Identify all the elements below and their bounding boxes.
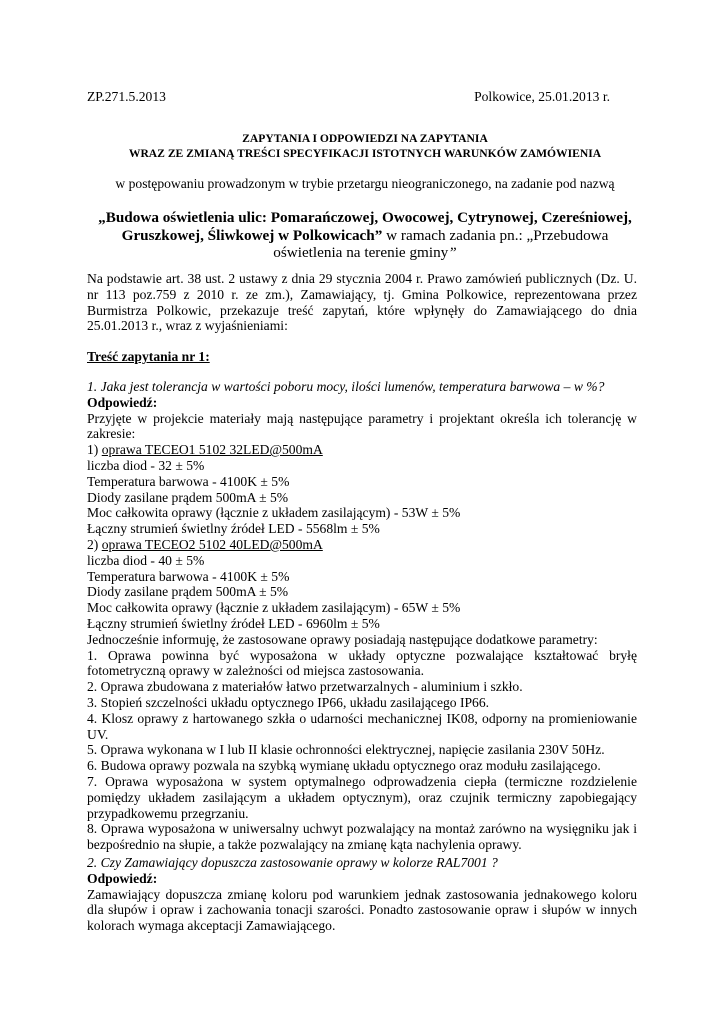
subject-bold: „Budowa oświetlenia ulic: Pomarańczowej, Owocowej, Cytrynowej, Czereśniowej, Gruszkowej, Śliwkowej w Polkowicach” <box>98 209 632 244</box>
fixture-2-heading <box>87 537 637 553</box>
reference-number: ZP.271.5.2013 <box>87 89 166 104</box>
title-line-2: WRAZ ZE ZMIANĄ TREŚCI SPECYFIKACJI ISTOTNYCH WARUNKÓW ZAMÓWIENIA <box>128 147 602 160</box>
document-header <box>87 89 610 105</box>
fixture-1-param: Diody zasilane prądem 500mA ± 5% <box>87 489 289 505</box>
additional-param-item: 1. Oprawa powinna być wyposażona w układy optyczne pozwalające kształtować bryłę fotometryczną oprawy w zależności od miejsca zastosowania. <box>87 647 637 679</box>
subject-italic-close: ” <box>448 244 457 261</box>
fixture-2-param: Diody zasilane prądem 500mA ± 5% <box>87 584 289 600</box>
fixture-2-param: Łączny strumień świetlny źródeł LED - 6960lm ± 5% <box>87 615 380 631</box>
fixture-1-prefix: 1) <box>87 442 102 458</box>
fixture-2-param: Temperatura barwowa - 4100K ± 5% <box>87 568 290 584</box>
fixture-1-name: oprawa TECEO1 5102 32LED@500mA <box>101 442 323 458</box>
additional-param-item: 4. Klosz oprawy z hartowanego szkła o udarności mechanicznej IK08, odporny na promieniowanie UV. <box>87 710 637 742</box>
question-1-block <box>87 379 637 853</box>
place-date: Polkowice, 25.01.2013 r. <box>474 89 610 104</box>
question-2-block <box>87 855 637 934</box>
fixture-2-param: liczba diod - 40 ± 5% <box>87 552 205 568</box>
answer-1-intro: Przyjęte w projekcie materiały mają następujące parametry i projektant określa ich tolerancję w zakresie: <box>87 410 637 442</box>
document-title <box>60 131 670 161</box>
fixture-2-name: oprawa TECEO2 5102 40LED@500mA <box>101 536 323 552</box>
fixture-1-param: liczba diod - 32 ± 5% <box>87 457 205 473</box>
additional-param-item: 6. Budowa oprawy pozwala na szybką wymianę układu optycznego oraz modułu zasilającego. <box>87 758 601 774</box>
title-line-1: ZAPYTANIA I ODPOWIEDZI NA ZAPYTANIA <box>242 132 488 145</box>
answer-2-label: Odpowiedź: <box>87 870 158 886</box>
additional-param-item: 7. Oprawa wyposażona w system optymalnego odprowadzenia ciepła (termiczne rozdzielenie pomiędzy układem zasilającym a układem optycznym), oraz czujnik termiczny zapobiegający przypadkowemu przegrzaniu. <box>87 773 637 821</box>
fixture-1-param: Temperatura barwowa - 4100K ± 5% <box>87 473 290 489</box>
answer-1-label: Odpowiedź: <box>87 394 158 410</box>
fixture-2-prefix: 2) <box>87 536 102 552</box>
fixture-1-heading <box>87 442 637 458</box>
question-1: 1. Jaka jest tolerancja w wartości poboru mocy, ilości lumenów, temperatura barwowa – w %? <box>87 379 605 394</box>
fixture-2-param: Moc całkowita oprawy (łącznie z układem zasilającym) - 65W ± 5% <box>87 600 461 616</box>
contract-subject <box>90 209 640 262</box>
basis-paragraph: Na podstawie art. 38 ust. 2 ustawy z dnia 29 stycznia 2004 r. Prawo zamówień publicznych (Dz. U. nr 113 poz.759 z 2010 r. ze zm.), Zamawiający, tj. Gmina Polkowice, reprezentowana przez Burmistrza Polkowic, przekazuje treść zapytań, które wpłynęły do Zamawiającego do dnia 25.01.2013 r., wraz z wyjaśnieniami: <box>87 271 637 334</box>
additional-params-intro: Jednocześnie informuję, że zastosowane oprawy posiadają następujące dodatkowe parametry: <box>87 631 598 647</box>
additional-param-item: 5. Oprawa wykonana w I lub II klasie ochronności elektrycznej, napięcie zasilania 230V 50Hz. <box>87 742 605 758</box>
subject-normal: w ramach zadania pn.: „Przebudowa oświetlenia na terenie gminy <box>273 226 609 261</box>
fixture-1-param: Łączny strumień świetlny źródeł LED - 5568lm ± 5% <box>87 521 380 537</box>
section-heading: Treść zapytania nr 1: <box>87 349 210 364</box>
answer-2-text: Zamawiający dopuszcza zmianę koloru pod warunkiem jednak zastosowania jednakowego koloru dla słupów i opraw i zachowania tonacji szarości. Ponadto zastosowanie opraw i słupów w innych kolorach wymaga akceptacji Zamawiającego. <box>87 886 637 934</box>
additional-param-item: 8. Oprawa wyposażona w uniwersalny uchwyt pozwalający na montaż zarówno na wysięgniku jak i bezpośrednio na słupie, a także pozwalający na zmianę kąta nachylenia oprawy. <box>87 821 637 853</box>
question-2: 2. Czy Zamawiający dopuszcza zastosowanie oprawy w kolorze RAL7001 ? <box>87 855 498 870</box>
additional-param-item: 2. Oprawa zbudowana z materiałów łatwo przetwarzalnych - aluminium i szkło. <box>87 679 523 695</box>
fixture-1-param: Moc całkowita oprawy (łącznie z układem zasilającym) - 53W ± 5% <box>87 505 461 521</box>
procedure-intro: w postępowaniu prowadzonym w trybie przetargu nieograniczonego, na zadanie pod nazwą <box>115 176 615 191</box>
additional-param-item: 3. Stopień szczelności układu optycznego IP66, układu zasilającego IP66. <box>87 694 490 710</box>
